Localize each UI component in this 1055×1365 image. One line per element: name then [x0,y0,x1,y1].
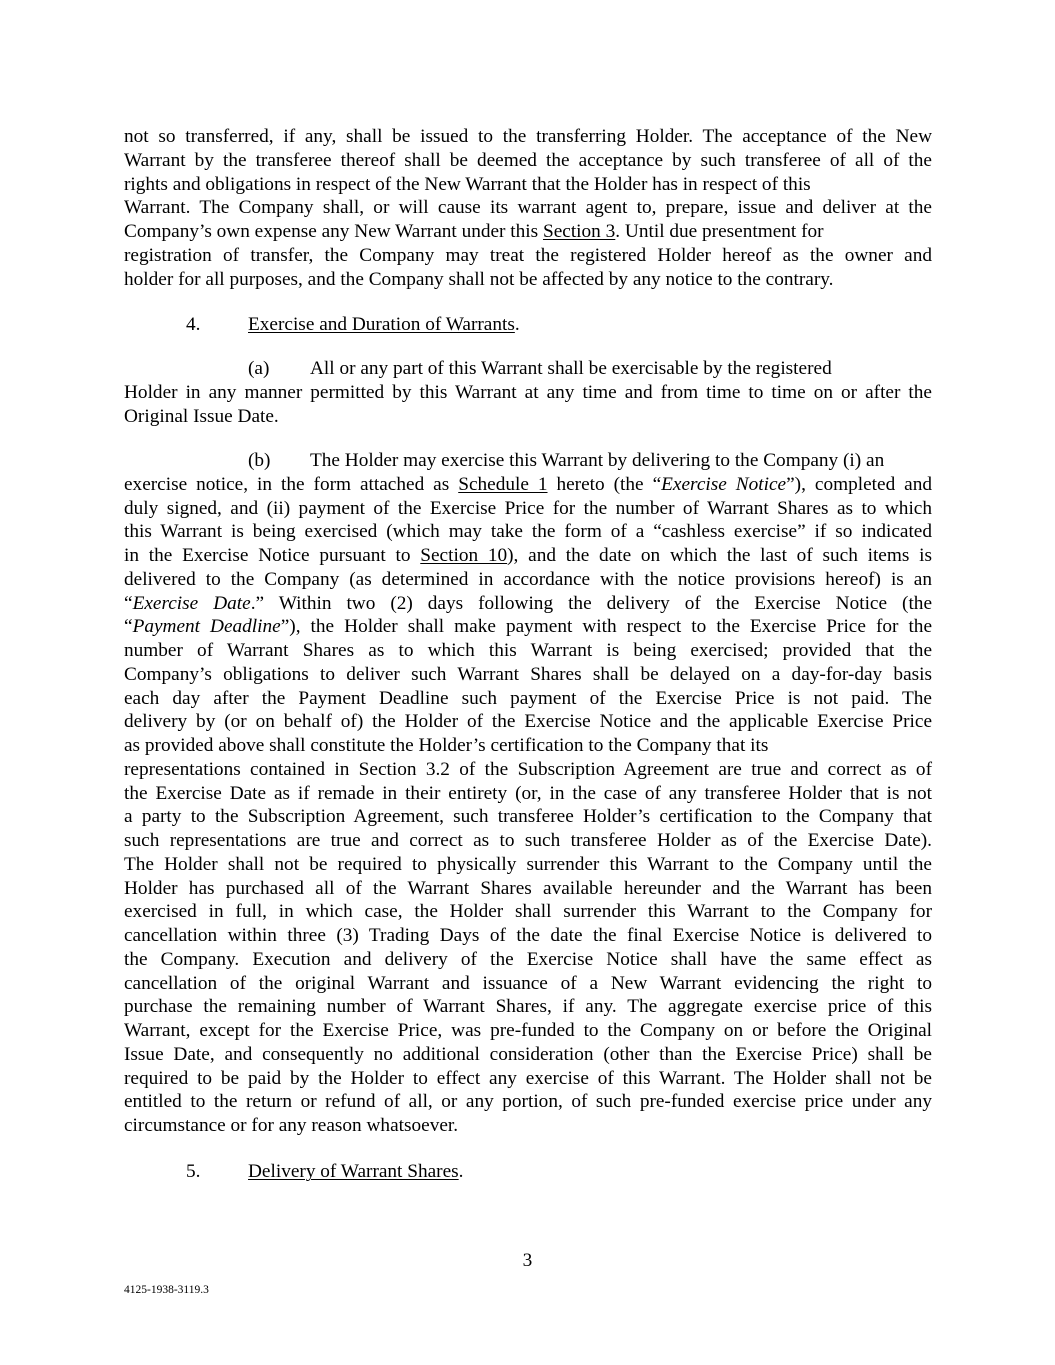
page-number: 3 [522,1250,533,1271]
text-line: number of Warrant Shares as to which this Warrant is being exercised; provided that the [124,640,932,661]
text-line: Issue Date, and consequently no additional consideration (other than the Exercise Price) shall be [124,1043,932,1065]
section-3-reference: Section 3 [542,221,616,242]
document-id: 4125-1938-3119.3 [124,1284,209,1296]
text-line: such representations are true and correct as to such transferee Holder as of the Exercise Date). [124,830,932,851]
text-line: Warrant. The Company shall, or will cause its warrant agent to, prepare, issue and deliver at the [124,197,932,219]
text-line: each day after the Payment Deadline such payment of the Exercise Price is not paid. The [124,687,932,709]
text-line: purchase the remaining number of Warrant Shares, if any. The aggregate exercise price of this [124,996,932,1018]
text-line: in the Exercise Notice pursuant to Section 10), and the date on which the last of such items is [124,545,932,566]
subsection-label: (a) [248,358,270,379]
section-number: 4. [186,314,201,335]
text-line: exercise notice, in the form attached as Schedule 1 hereto (the “Exercise Notice”), completed and [124,473,933,495]
text-line: entitled to the return or refund of all, or any portion, of such pre-funded exercise price under any [124,1091,932,1113]
text-line: “Payment Deadline”), the Holder shall make payment with respect to the Exercise Price for the [124,616,933,638]
text-line: exercised in full, in which case, the Holder shall surrender this Warrant to the Company for [124,901,932,923]
text-line: circumstance or for any reason whatsoever. [124,1115,459,1136]
text-line: not so transferred, if any, shall be issued to the transferring Holder. The acceptance of the New [124,126,932,147]
text-line: rights and obligations in respect of the New Warrant that the Holder has in respect of this [124,173,811,195]
text-line: Warrant, except for the Exercise Price, was pre-funded to the Company on or before the Original [124,1020,932,1041]
text-line: the Exercise Date as if remade in their entirety (or, in the case of any transferee Holder that is not [124,782,932,804]
text-line: Holder has purchased all of the Warrant Shares available hereunder and the Warrant has been [124,877,932,899]
text-line: Original Issue Date. [124,405,279,427]
text-line: Company’s own expense any New Warrant under this Section 3. Until due presentment for [124,221,824,242]
text-line: Company’s obligations to deliver such Warrant Shares shall be delayed on a day-for-day basis [124,663,932,685]
subsection-label: (b) [248,450,271,471]
text-line: cancellation of the original Warrant and issuance of a New Warrant evidencing the right to [124,972,932,994]
text-line: duly signed, and (ii) payment of the Exercise Price for the number of Warrant Shares as to which [124,497,932,519]
text-line: this Warrant is being exercised (which may take the form of a “cashless exercise” if so indicated [124,521,932,543]
section-10-reference: Section 10 [420,545,508,566]
text-line: cancellation within three (3) Trading Days of the date the final Exercise Notice is delivered to [124,925,932,946]
section-title: Delivery of Warrant Shares. [248,1161,464,1182]
text-line: (a) All or any part of this Warrant shall be exercisable by the registered [124,357,932,381]
text-line: Holder in any manner permitted by this Warrant at any time and from time to time on or after the [124,381,932,403]
text-line: delivered to the Company (as determined in accordance with the notice provisions hereof) is an [124,568,932,590]
schedule-1-reference: Schedule 1 [458,473,548,495]
text-line: a party to the Subscription Agreement, such transferee Holder’s certification to the Company that [124,806,932,828]
text-line: the Company. Execution and delivery of the Exercise Notice shall have the same effect as [124,948,932,970]
text-line: delivery by (or on behalf of) the Holder of the Exercise Notice and the applicable Exercise Price [124,711,932,733]
text-line: holder for all purposes, and the Company shall not be affected by any notice to the contrary. [124,268,834,290]
subsection-a [124,357,932,428]
text-line: registration of transfer, the Company may treat the registered Holder hereof as the owner and [124,244,932,266]
text-line: as provided above shall constitute the Holder’s certification to the Company that its [124,735,769,756]
section-number: 5. [186,1161,201,1182]
text-line: representations contained in Section 3.2 of the Subscription Agreement are true and correct as of [124,758,932,780]
section-title: Exercise and Duration of Warrants. [248,314,520,335]
text-line: Warrant by the transferee thereof shall be deemed the acceptance by such transferee of all of the [124,149,932,171]
text-line: (b) The Holder may exercise this Warrant by delivering to the Company (i) an [124,449,932,473]
text-line: “Exercise Date.” Within two (2) days following the delivery of the Exercise Notice (the [124,592,933,614]
subsection-b [124,449,932,1138]
paragraph-transfer [124,125,932,291]
text-line: The Holder shall not be required to physically surrender this Warrant to the Company until the [124,853,932,875]
text-line: required to be paid by the Holder to effect any exercise of this Warrant. The Holder shall not be [124,1067,932,1089]
